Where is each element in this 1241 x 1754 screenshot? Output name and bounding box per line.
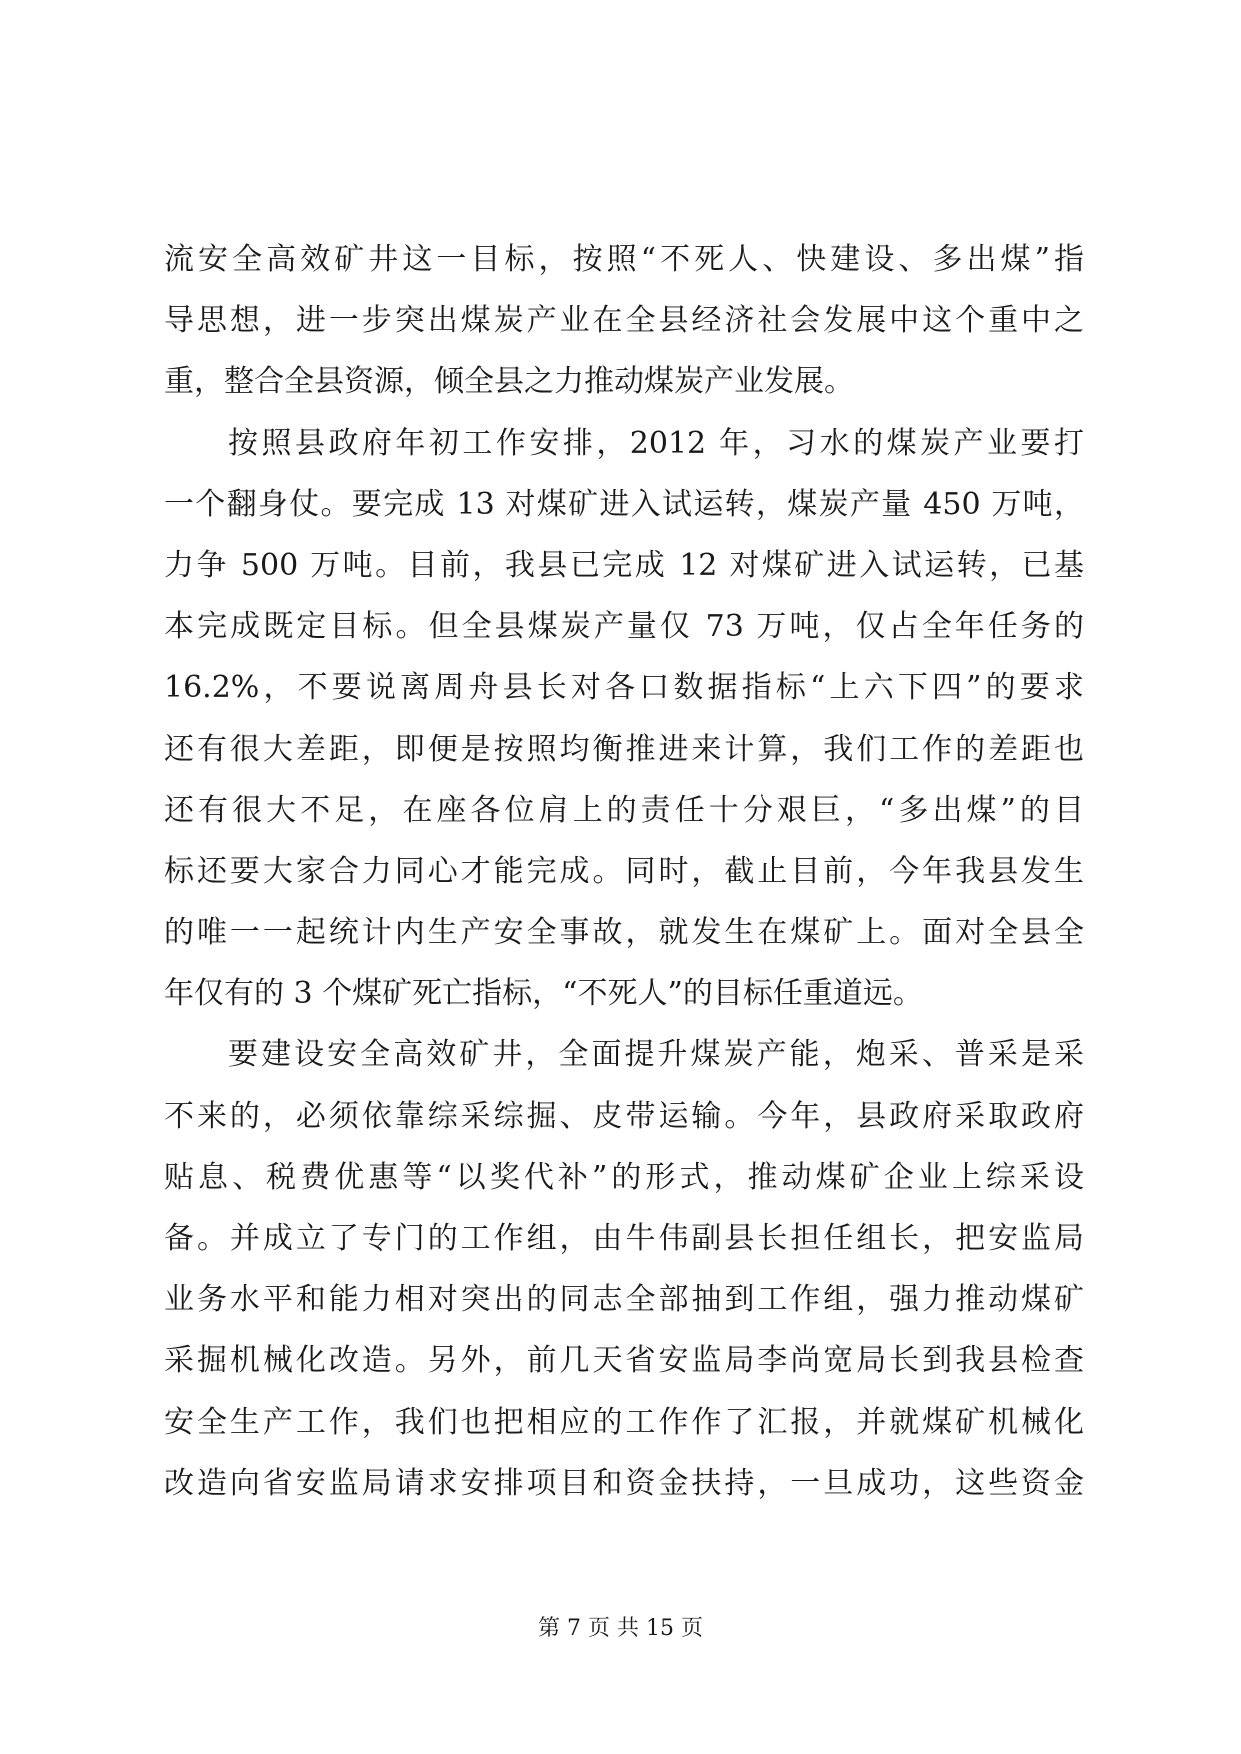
paragraph [164, 1024, 1084, 1514]
text-line: 16.2%，不要说离周舟县长对各口数据指标“上六下四”的要求 [164, 670, 1084, 706]
paragraph [164, 229, 1084, 413]
text-line: 本完成既定目标。但全县煤炭产量仅 73 万吨，仅占全年任务的 [164, 609, 1084, 645]
text-line: 一个翻身仗。要完成 13 对煤矿进入试运转，煤炭产量 450 万吨， [164, 486, 1084, 522]
text-line: 安全生产工作，我们也把相应的工作作了汇报，并就煤矿机械化 [164, 1404, 1084, 1440]
text-line: 贴息、税费优惠等“以奖代补”的形式，推动煤矿企业上综采设 [164, 1159, 1084, 1195]
page-footer [0, 1614, 1241, 1644]
text-line: 采掘机械化改造。另外，前几天省安监局李尚宽局长到我县检查 [164, 1343, 1084, 1379]
text-line: 备。并成立了专门的工作组，由牛伟副县长担任组长，把安监局 [164, 1221, 1084, 1256]
text-line: 改造向省安监局请求安排项目和资金扶持，一旦成功，这些资金 [164, 1465, 1084, 1501]
text-line: 的唯一一起统计内生产安全事故，就发生在煤矿上。面对全县全 [164, 915, 1084, 951]
text-line: 标还要大家合力同心才能完成。同时，截止目前，今年我县发生 [164, 853, 1084, 889]
text-line: 还有很大不足，在座各位肩上的责任十分艰巨，“多出煤”的目 [164, 792, 1084, 828]
text-line: 还有很大差距，即便是按照均衡推进来计算，我们工作的差距也 [164, 731, 1084, 767]
text-line: 要建设安全高效矿井，全面提升煤炭产能，炮采、普采是采 [228, 1037, 1084, 1073]
text-line: 导思想，进一步突出煤炭产业在全县经济社会发展中这个重中之 [164, 303, 1084, 339]
document-body [164, 229, 1084, 1514]
text-line: 按照县政府年初工作安排，2012 年，习水的煤炭产业要打 [228, 425, 1084, 461]
paragraph [164, 413, 1084, 1025]
text-line: 年仅有的 3 个煤矿死亡指标，“不死人”的目标任重道远。 [164, 976, 923, 1012]
text-line: 不来的，必须依靠综采综掘、皮带运输。今年，县政府采取政府 [164, 1098, 1084, 1134]
page-number-indicator: 第 7 页 共 15 页 [538, 1616, 703, 1641]
text-line: 力争 500 万吨。目前，我县已完成 12 对煤矿进入试运转，已基 [164, 547, 1084, 583]
text-line: 重，整合全县资源，倾全县之力推动煤炭产业发展。 [164, 364, 854, 400]
text-line: 流安全高效矿井这一目标，按照“不死人、快建设、多出煤”指 [164, 242, 1084, 277]
text-line: 业务水平和能力相对突出的同志全部抽到工作组，强力推动煤矿 [164, 1282, 1084, 1318]
